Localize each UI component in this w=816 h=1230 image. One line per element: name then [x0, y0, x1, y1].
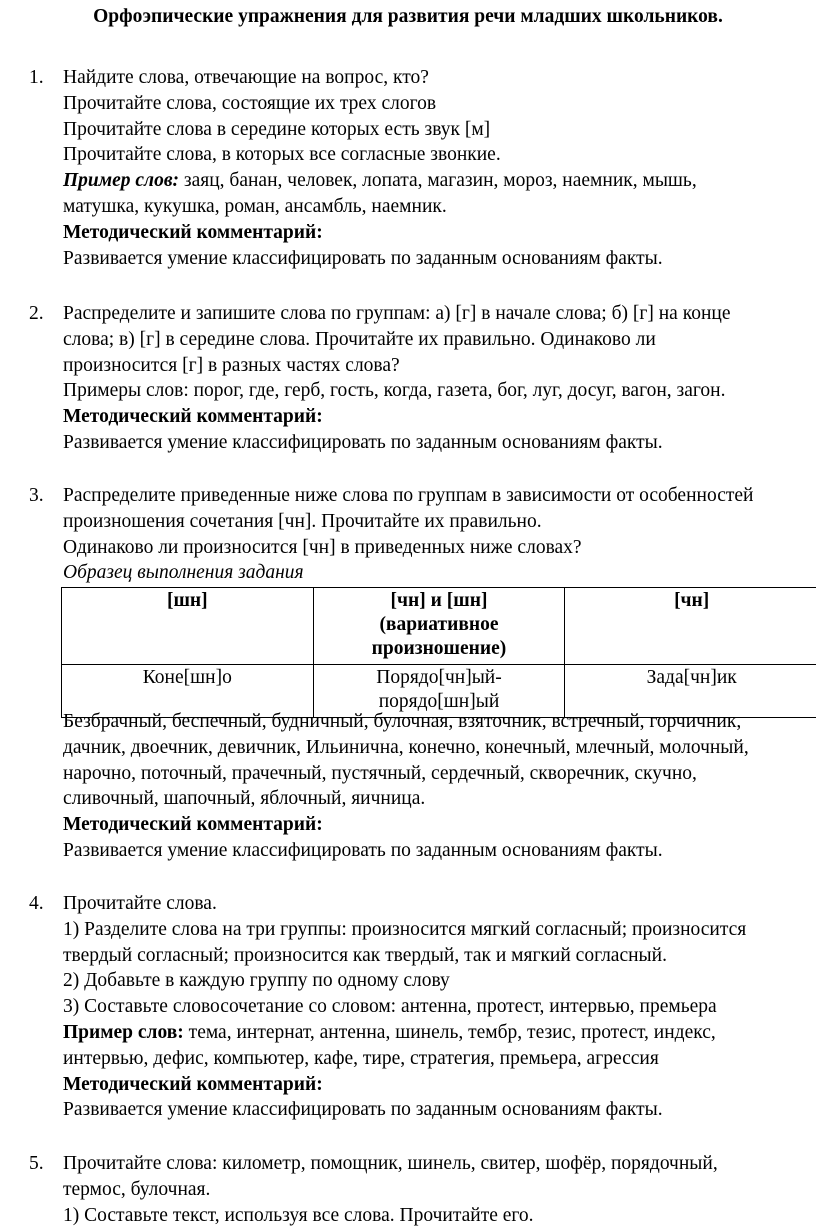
word-list-line: Безбрачный, беспечный, будничный, булочная, взяточник, встречный, горчичник, — [63, 711, 742, 732]
exercise-line: Прочитайте слова, в которых все согласные звонкие. — [63, 144, 501, 166]
exercise-line: Одинаково ли произносится [чн] в приведенных ниже словах? — [63, 536, 582, 558]
exercise-line: 2) Добавьте в каждую группу по одному слову — [63, 970, 450, 992]
comment-label: Методический комментарий: — [63, 406, 323, 428]
exercise-line: 1) Составьте текст, используя все слова. Прочитайте его. — [63, 1204, 534, 1226]
exercise-line: слова; в) [г] в середине слова. Прочитайте их правильно. Одинаково ли — [63, 328, 656, 350]
exercise-line: произношения сочетания [чн]. Прочитайте их правильно. — [63, 510, 542, 532]
exercise-line: Прочитайте слова в середине которых есть звук [м] — [63, 118, 491, 140]
exercise-line: 1) Разделите слова на три группы: произносится мягкий согласный; произносится — [63, 918, 747, 940]
comment-label: Методический комментарий: — [63, 814, 323, 836]
exercise-line: Прочитайте слова. — [63, 893, 217, 914]
exercise-number: 5. — [29, 1153, 44, 1174]
sample-label: Образец выполнения задания — [63, 562, 304, 584]
table-cell: Коне[шн]о — [62, 665, 314, 718]
comment-text: Развивается умение классифицировать по заданным основаниям факты. — [63, 1099, 663, 1121]
table-header-cell: [шн] — [62, 588, 314, 665]
word-list-line: нарочно, поточный, прачечный, пустячный, сердечный, скворечник, скучно, — [63, 762, 697, 784]
exercise-line: Распределите и запишите слова по группам: а) [г] в начале слова; б) [г] на конце — [63, 303, 731, 324]
comment-label: Методический комментарий: — [63, 221, 323, 243]
exercise-body — [63, 891, 811, 1123]
exercise-line: произносится [г] в разных частях слова? — [63, 354, 400, 376]
exercise-line: Прочитайте слова, состоящие их трех слогов — [63, 92, 437, 114]
comment-text: Развивается умение классифицировать по заданным основаниям факты. — [63, 431, 663, 453]
table-header-row — [62, 588, 816, 665]
table-cell: Порядо[чн]ый- порядо[шн]ый — [313, 665, 565, 718]
example-label: Пример слов: — [63, 1021, 184, 1043]
table-header-cell: [чн] — [565, 588, 816, 665]
example-words: тема, интернат, антенна, шинель, тембр, тезис, протест, индекс, — [183, 1021, 716, 1043]
exercise-line: твердый согласный; произносится как твердый, так и мягкий согласный. — [63, 944, 667, 966]
pronunciation-table — [61, 587, 816, 718]
exercise-body — [63, 65, 811, 271]
example-words: заяц, банан, человек, лопата, магазин, мороз, наемник, мышь, — [179, 170, 697, 192]
exercise-line: Примеры слов: порог, где, герб, гость, когда, газета, бог, луг, досуг, вагон, загон. — [63, 380, 726, 402]
example-words-continued: интервью, дефис, компьютер, кафе, тире, стратегия, премьера, агрессия — [63, 1047, 659, 1069]
exercise-body — [63, 301, 811, 456]
exercise-body — [63, 709, 811, 864]
exercise-number: 4. — [29, 893, 44, 914]
exercise-number: 1. — [29, 67, 44, 88]
table-cell: Зада[чн]ик — [565, 665, 816, 718]
comment-text: Развивается умение классифицировать по заданным основаниям факты. — [63, 247, 663, 269]
exercise-line: Распределите приведенные ниже слова по группам в зависимости от особенностей — [63, 485, 754, 506]
exercise-line: Прочитайте слова: километр, помощник, шинель, свитер, шофёр, порядочный, — [63, 1153, 718, 1174]
comment-label: Методический комментарий: — [63, 1073, 323, 1095]
exercise-line: Найдите слова, отвечающие на вопрос, кто? — [63, 67, 429, 88]
exercise-number: 2. — [29, 303, 44, 324]
exercise-number: 3. — [29, 485, 44, 506]
example-line — [63, 1020, 811, 1046]
example-label: Пример слов: — [63, 170, 180, 192]
word-list-line: сливочный, шапочный, яблочный, яичница. — [63, 788, 426, 810]
exercise-body — [63, 483, 811, 586]
exercise-body — [63, 1151, 811, 1228]
example-line — [63, 168, 811, 194]
exercise-line: 3) Составьте словосочетание со словом: антенна, протест, интервью, премьера — [63, 996, 717, 1018]
example-words-continued: матушка, кукушка, роман, ансамбль, наемник. — [63, 195, 447, 217]
table-header-cell: [чн] и [шн] (вариативное произношение) — [313, 588, 565, 665]
comment-text: Развивается умение классифицировать по заданным основаниям факты. — [63, 839, 663, 861]
exercise-line: термос, булочная. — [63, 1178, 211, 1200]
document-title: Орфоэпические упражнения для развития речи младших школьников. — [93, 6, 723, 27]
word-list-line: дачник, двоечник, девичник, Ильинична, конечно, конечный, млечный, молочный, — [63, 736, 749, 758]
